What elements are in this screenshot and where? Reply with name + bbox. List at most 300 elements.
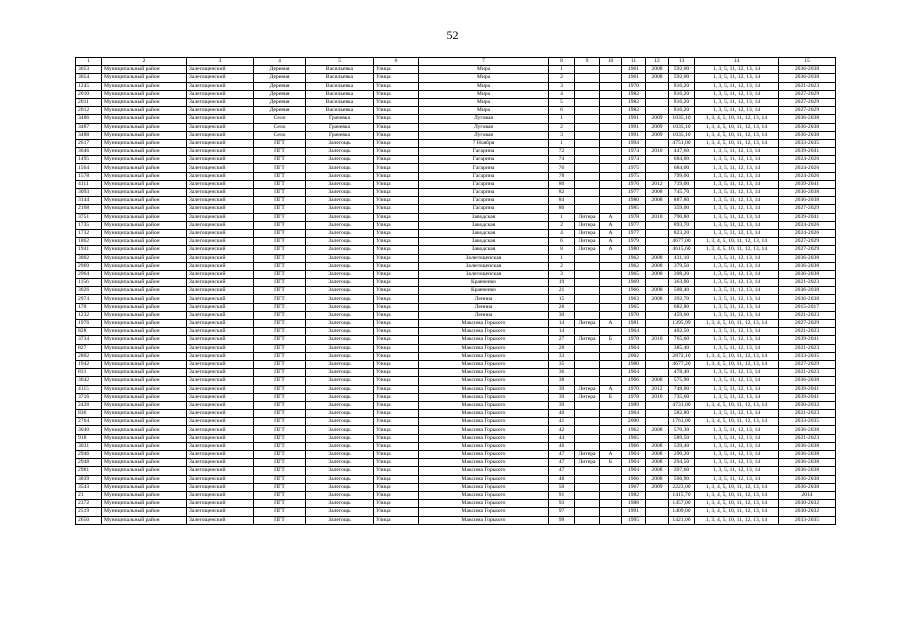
- cell-year-built: 1985: [622, 205, 646, 213]
- cell-street: Гагарина: [419, 156, 549, 164]
- cell-building-type: Литера: [575, 385, 600, 393]
- cell-letter: А: [600, 320, 622, 328]
- cell-house-number: 5: [549, 98, 575, 106]
- column-header-1: 1: [76, 58, 102, 66]
- cell-street: Мира: [419, 107, 549, 115]
- cell-house-number: 3: [549, 131, 575, 139]
- table-row: [76, 270, 836, 278]
- cell-street-type: Улица: [374, 295, 419, 303]
- cell-settlement: Залегощь: [306, 180, 374, 188]
- cell-house-number: 39: [549, 385, 575, 393]
- cell-area: 893,70: [669, 221, 695, 229]
- cell-settlement: Залегощь: [306, 270, 374, 278]
- cell-area: 397,60: [669, 467, 695, 475]
- cell-street: Максима Горького: [419, 369, 549, 377]
- cell-work-types: 1, 3, 4, 5, 10, 11, 12, 13, 14: [695, 360, 779, 368]
- cell-letter: [600, 164, 622, 172]
- cell-building-type: [575, 82, 600, 90]
- cell-building-type: [575, 74, 600, 82]
- cell-settlement: Залегощь: [306, 311, 374, 319]
- cell-street-type: Улица: [374, 328, 419, 336]
- cell-settlement-type: ПГТ: [254, 246, 306, 254]
- cell-letter: А: [600, 213, 622, 221]
- cell-district-type: Муниципальный район: [102, 303, 187, 311]
- cell-period: 2030-2032: [779, 401, 836, 409]
- cell-year-built: 1988: [622, 500, 646, 508]
- table-row: [76, 344, 836, 352]
- cell-letter: [600, 328, 622, 336]
- cell-settlement-type: Деревня: [254, 107, 306, 115]
- cell-work-types: 1, 3, 5, 11, 12, 13, 14: [695, 262, 779, 270]
- cell-record-id: 2764: [76, 418, 102, 426]
- table-row: [76, 82, 836, 90]
- cell-district-type: Муниципальный район: [102, 508, 187, 516]
- cell-district: Залегощенский: [187, 451, 254, 459]
- cell-period: 2027-2029: [779, 205, 836, 213]
- cell-year-renovated: [646, 246, 669, 254]
- cell-work-types: 1, 3, 5, 11, 12, 13, 14: [695, 107, 779, 115]
- cell-settlement-type: ПГТ: [254, 229, 306, 237]
- cell-letter: [600, 352, 622, 360]
- table-row: [76, 221, 836, 229]
- cell-settlement-type: ПГТ: [254, 213, 306, 221]
- cell-year-renovated: [646, 205, 669, 213]
- cell-street: Максима Горького: [419, 434, 549, 442]
- cell-settlement: Залегощь: [306, 459, 374, 467]
- cell-house-number: 97: [549, 508, 575, 516]
- cell-area: 1761,00: [669, 418, 695, 426]
- cell-district-type: Муниципальный район: [102, 410, 187, 418]
- cell-district-type: Муниципальный район: [102, 516, 187, 524]
- cell-district-type: Муниципальный район: [102, 107, 187, 115]
- cell-street-type: Улица: [374, 221, 419, 229]
- cell-work-types: 1, 3, 5, 11, 12, 13, 14: [695, 221, 779, 229]
- cell-street-type: Улица: [374, 287, 419, 295]
- table-row: [76, 451, 836, 459]
- cell-house-number: 44: [549, 434, 575, 442]
- cell-street-type: Улица: [374, 180, 419, 188]
- cell-street-type: Улица: [374, 189, 419, 197]
- cell-letter: [600, 90, 622, 98]
- cell-settlement: Залегощь: [306, 148, 374, 156]
- cell-year-built: 1966: [622, 442, 646, 450]
- cell-building-type: [575, 426, 600, 434]
- cell-street: Максима Горького: [419, 467, 549, 475]
- cell-street: Мира: [419, 82, 549, 90]
- cell-area: 816,20: [669, 82, 695, 90]
- cell-street-type: Улица: [374, 385, 419, 393]
- cell-district: Залегощенский: [187, 303, 254, 311]
- cell-district: Залегощенский: [187, 107, 254, 115]
- cell-street-type: Улица: [374, 442, 419, 450]
- cell-building-type: [575, 139, 600, 147]
- cell-work-types: 1, 3, 4, 5, 10, 11, 12, 13, 14: [695, 491, 779, 499]
- cell-settlement-type: ПГТ: [254, 369, 306, 377]
- cell-building-type: [575, 262, 600, 270]
- cell-street: Мира: [419, 66, 549, 74]
- cell-period: 2036-2038: [779, 442, 836, 450]
- cell-letter: [600, 295, 622, 303]
- cell-street-type: Улица: [374, 344, 419, 352]
- cell-building-type: [575, 148, 600, 156]
- cell-area: 570,30: [669, 426, 695, 434]
- cell-period: 2036-2038: [779, 115, 836, 123]
- cell-settlement: Залегощь: [306, 262, 374, 270]
- cell-settlement-type: ПГТ: [254, 344, 306, 352]
- cell-letter: [600, 377, 622, 385]
- cell-settlement: Залегощь: [306, 279, 374, 287]
- cell-district-type: Муниципальный район: [102, 459, 187, 467]
- cell-district-type: Муниципальный район: [102, 172, 187, 180]
- cell-settlement-type: ПГТ: [254, 516, 306, 524]
- cell-district: Залегощенский: [187, 320, 254, 328]
- cell-settlement: Васильевка: [306, 74, 374, 82]
- cell-district-type: Муниципальный район: [102, 491, 187, 499]
- cell-letter: [600, 434, 622, 442]
- table-row: [76, 229, 836, 237]
- cell-year-built: 1981: [622, 320, 646, 328]
- cell-settlement-type: ПГТ: [254, 336, 306, 344]
- cell-district: Залегощенский: [187, 205, 254, 213]
- cell-year-built: 1964: [622, 467, 646, 475]
- cell-settlement: Залегощь: [306, 467, 374, 475]
- cell-year-renovated: 2008: [646, 189, 669, 197]
- cell-period: 2039-2041: [779, 393, 836, 401]
- cell-settlement: Залегощь: [306, 164, 374, 172]
- cell-street-type: Улица: [374, 393, 419, 401]
- cell-district-type: Муниципальный район: [102, 287, 187, 295]
- cell-street: Максима Горького: [419, 426, 549, 434]
- cell-work-types: 1, 3, 5, 11, 12, 13, 14: [695, 336, 779, 344]
- cell-street-type: Улица: [374, 508, 419, 516]
- cell-year-renovated: 2008: [646, 66, 669, 74]
- cell-settlement-type: Деревня: [254, 66, 306, 74]
- cell-street: Максима Горького: [419, 451, 549, 459]
- cell-year-renovated: [646, 344, 669, 352]
- cell-settlement-type: ПГТ: [254, 508, 306, 516]
- cell-street: Гагарина: [419, 205, 549, 213]
- cell-letter: [600, 426, 622, 434]
- cell-settlement-type: ПГТ: [254, 401, 306, 409]
- cell-work-types: 1, 3, 5, 11, 12, 13, 14: [695, 377, 779, 385]
- cell-area: 735,60: [669, 393, 695, 401]
- cell-letter: А: [600, 451, 622, 459]
- cell-year-renovated: [646, 139, 669, 147]
- cell-district: Залегощенский: [187, 434, 254, 442]
- cell-period: 2036-2038: [779, 270, 836, 278]
- cell-year-renovated: [646, 410, 669, 418]
- cell-district-type: Муниципальный район: [102, 238, 187, 246]
- cell-settlement-type: ПГТ: [254, 148, 306, 156]
- cell-work-types: 1, 3, 5, 11, 12, 13, 14: [695, 344, 779, 352]
- cell-house-number: 6: [549, 238, 575, 246]
- cell-house-number: 72: [549, 148, 575, 156]
- cell-house-number: 3: [549, 82, 575, 90]
- cell-record-id: 2011: [76, 98, 102, 106]
- cell-house-number: 93: [549, 500, 575, 508]
- cell-street: Гагарина: [419, 172, 549, 180]
- cell-year-built: 1980: [622, 197, 646, 205]
- cell-year-built: 1975: [622, 172, 646, 180]
- cell-record-id: 4111: [76, 180, 102, 188]
- cell-record-id: 2650: [76, 516, 102, 524]
- cell-building-type: [575, 369, 600, 377]
- cell-letter: [600, 123, 622, 131]
- cell-year-renovated: [646, 303, 669, 311]
- cell-work-types: 1, 3, 5, 11, 12, 13, 14: [695, 442, 779, 450]
- cell-area: 2223,00: [669, 483, 695, 491]
- cell-letter: [600, 131, 622, 139]
- cell-district-type: Муниципальный район: [102, 483, 187, 491]
- cell-settlement: Залегощь: [306, 229, 374, 237]
- cell-settlement: Залегощь: [306, 139, 374, 147]
- cell-record-id: 2012: [76, 107, 102, 115]
- cell-building-type: [575, 516, 600, 524]
- cell-year-built: 1991: [622, 115, 646, 123]
- cell-period: 2030-2032: [779, 500, 836, 508]
- cell-year-built: 1965: [622, 270, 646, 278]
- cell-settlement-type: ПГТ: [254, 500, 306, 508]
- cell-settlement: Грачевка: [306, 131, 374, 139]
- cell-area: 1409,00: [669, 508, 695, 516]
- cell-letter: [600, 148, 622, 156]
- cell-period: 2015-2017: [779, 303, 836, 311]
- cell-year-renovated: 2008: [646, 254, 669, 262]
- cell-letter: Б: [600, 459, 622, 467]
- cell-street: Ленина: [419, 295, 549, 303]
- cell-street-type: Улица: [374, 426, 419, 434]
- cell-district: Залегощенский: [187, 336, 254, 344]
- cell-district: Залегощенский: [187, 410, 254, 418]
- cell-period: 2039-2041: [779, 180, 836, 188]
- cell-period: 2036-2038: [779, 467, 836, 475]
- cell-street-type: Улица: [374, 500, 419, 508]
- cell-street-type: Улица: [374, 107, 419, 115]
- table-row: [76, 516, 836, 524]
- cell-house-number: 27: [549, 336, 575, 344]
- cell-year-renovated: 2010: [646, 336, 669, 344]
- cell-building-type: [575, 66, 600, 74]
- cell-period: 2039-2041: [779, 148, 836, 156]
- cell-year-renovated: [646, 279, 669, 287]
- cell-year-built: 1969: [622, 279, 646, 287]
- cell-district-type: Муниципальный район: [102, 221, 187, 229]
- cell-building-type: [575, 467, 600, 475]
- cell-district-type: Муниципальный район: [102, 229, 187, 237]
- cell-work-types: 1, 3, 5, 11, 12, 13, 14: [695, 213, 779, 221]
- cell-record-id: 3543: [76, 483, 102, 491]
- table-row: [76, 320, 836, 328]
- cell-street: Мира: [419, 90, 549, 98]
- cell-district-type: Муниципальный район: [102, 336, 187, 344]
- cell-period: 2036-2038: [779, 459, 836, 467]
- cell-district-type: Муниципальный район: [102, 123, 187, 131]
- cell-district: Залегощенский: [187, 172, 254, 180]
- cell-year-built: 1962: [622, 254, 646, 262]
- cell-building-type: [575, 418, 600, 426]
- table-row: [76, 426, 836, 434]
- cell-district-type: Муниципальный район: [102, 74, 187, 82]
- cell-settlement-type: ПГТ: [254, 459, 306, 467]
- cell-year-renovated: [646, 418, 669, 426]
- cell-settlement-type: ПГТ: [254, 311, 306, 319]
- cell-letter: [600, 442, 622, 450]
- cell-district: Залегощенский: [187, 131, 254, 139]
- cell-district: Залегощенский: [187, 229, 254, 237]
- cell-street-type: Улица: [374, 246, 419, 254]
- cell-house-number: 47: [549, 451, 575, 459]
- cell-house-number: 8: [549, 246, 575, 254]
- cell-year-built: 1966: [622, 287, 646, 295]
- cell-year-renovated: [646, 401, 669, 409]
- cell-letter: [600, 66, 622, 74]
- cell-area: 816,20: [669, 90, 695, 98]
- cell-letter: [600, 172, 622, 180]
- cell-street-type: Улица: [374, 279, 419, 287]
- cell-district-type: Муниципальный район: [102, 385, 187, 393]
- cell-work-types: 1, 3, 5, 11, 12, 13, 14: [695, 369, 779, 377]
- cell-house-number: 82: [549, 189, 575, 197]
- cell-year-built: 1964: [622, 369, 646, 377]
- cell-district: Залегощенский: [187, 467, 254, 475]
- cell-settlement-type: ПГТ: [254, 197, 306, 205]
- cell-street: Максима Горького: [419, 360, 549, 368]
- column-header-12: 12: [646, 58, 669, 66]
- cell-period: 2024-2026: [779, 221, 836, 229]
- cell-settlement-type: Село: [254, 123, 306, 131]
- cell-year-built: 1982: [622, 107, 646, 115]
- cell-record-id: 2964: [76, 270, 102, 278]
- cell-house-number: 1: [549, 139, 575, 147]
- cell-work-types: 1, 3, 5, 11, 12, 13, 14: [695, 303, 779, 311]
- cell-settlement-type: ПГТ: [254, 442, 306, 450]
- cell-building-type: Литера: [575, 213, 600, 221]
- cell-work-types: 1, 3, 4, 5, 10, 11, 12, 13, 14: [695, 500, 779, 508]
- cell-district-type: Муниципальный район: [102, 369, 187, 377]
- cell-settlement-type: Село: [254, 131, 306, 139]
- page-number: 52: [446, 28, 459, 42]
- cell-settlement: Залегощь: [306, 295, 374, 303]
- cell-building-type: [575, 500, 600, 508]
- cell-district: Залегощенский: [187, 238, 254, 246]
- table-row: [76, 508, 836, 516]
- cell-area: 592,00: [669, 74, 695, 82]
- cell-area: 447,60: [669, 148, 695, 156]
- cell-period: 2027-2029: [779, 98, 836, 106]
- cell-street: Максима Горького: [419, 475, 549, 483]
- cell-year-renovated: [646, 500, 669, 508]
- cell-record-id: 170: [76, 303, 102, 311]
- cell-letter: А: [600, 229, 622, 237]
- cell-building-type: [575, 410, 600, 418]
- table-row: [76, 180, 836, 188]
- cell-area: 1395,99: [669, 320, 695, 328]
- cell-work-types: 1, 3, 5, 11, 12, 13, 14: [695, 279, 779, 287]
- table-row: [76, 90, 836, 98]
- cell-area: 2872,10: [669, 352, 695, 360]
- cell-district-type: Муниципальный район: [102, 246, 187, 254]
- cell-building-type: [575, 303, 600, 311]
- cell-street-type: Улица: [374, 197, 419, 205]
- cell-letter: [600, 270, 622, 278]
- cell-settlement: Залегощь: [306, 385, 374, 393]
- cell-district: Залегощенский: [187, 491, 254, 499]
- cell-year-built: 1963: [622, 295, 646, 303]
- cell-record-id: 1564: [76, 164, 102, 172]
- cell-letter: [600, 254, 622, 262]
- cell-record-id: 3486: [76, 115, 102, 123]
- cell-period: 2033-2035: [779, 516, 836, 524]
- cell-district: Залегощенский: [187, 401, 254, 409]
- cell-settlement: Васильевка: [306, 107, 374, 115]
- cell-settlement: Залегощь: [306, 287, 374, 295]
- table-row: [76, 491, 836, 499]
- table-row: [76, 328, 836, 336]
- cell-district: Залегощенский: [187, 90, 254, 98]
- cell-year-renovated: 2008: [646, 287, 669, 295]
- cell-building-type: [575, 205, 600, 213]
- cell-record-id: 1941: [76, 246, 102, 254]
- cell-street: Кравченко: [419, 287, 549, 295]
- cell-year-built: 1965: [622, 434, 646, 442]
- cell-work-types: 1, 3, 5, 11, 12, 13, 14: [695, 295, 779, 303]
- cell-period: 2021-2023: [779, 410, 836, 418]
- table-row: [76, 336, 836, 344]
- cell-period: 2039-2041: [779, 336, 836, 344]
- cell-district-type: Муниципальный район: [102, 148, 187, 156]
- cell-work-types: 1, 3, 5, 11, 12, 13, 14: [695, 385, 779, 393]
- cell-settlement: Залегощь: [306, 189, 374, 197]
- cell-street-type: Улица: [374, 229, 419, 237]
- cell-settlement: Залегощь: [306, 442, 374, 450]
- table-row: [76, 66, 836, 74]
- cell-year-built: 1961: [622, 74, 646, 82]
- cell-street-type: Улица: [374, 418, 419, 426]
- cell-letter: Б: [600, 393, 622, 401]
- cell-district: Залегощенский: [187, 213, 254, 221]
- cell-settlement-type: ПГТ: [254, 270, 306, 278]
- cell-area: 402,50: [669, 328, 695, 336]
- cell-building-type: [575, 131, 600, 139]
- cell-district: Залегощенский: [187, 197, 254, 205]
- cell-house-number: 15: [549, 295, 575, 303]
- cell-street-type: Улица: [374, 401, 419, 409]
- cell-house-number: 91: [549, 491, 575, 499]
- cell-letter: [600, 139, 622, 147]
- table-row: [76, 246, 836, 254]
- cell-period: 2036-2038: [779, 66, 836, 74]
- cell-settlement-type: Деревня: [254, 98, 306, 106]
- cell-year-renovated: [646, 229, 669, 237]
- cell-year-built: 1978: [622, 336, 646, 344]
- cell-street-type: Улица: [374, 320, 419, 328]
- cell-year-renovated: [646, 508, 669, 516]
- cell-house-number: 33: [549, 352, 575, 360]
- cell-period: 2021-2023: [779, 344, 836, 352]
- cell-letter: [600, 475, 622, 483]
- cell-year-renovated: 2012: [646, 385, 669, 393]
- cell-district-type: Муниципальный район: [102, 475, 187, 483]
- column-header-6: 6: [374, 58, 419, 66]
- cell-district: Залегощенский: [187, 156, 254, 164]
- cell-street: Луговая: [419, 115, 549, 123]
- cell-settlement-type: Деревня: [254, 90, 306, 98]
- column-header-8: 8: [549, 58, 575, 66]
- cell-work-types: 1, 3, 5, 11, 12, 13, 14: [695, 180, 779, 188]
- cell-settlement-type: ПГТ: [254, 205, 306, 213]
- cell-year-renovated: [646, 311, 669, 319]
- cell-building-type: Литера: [575, 393, 600, 401]
